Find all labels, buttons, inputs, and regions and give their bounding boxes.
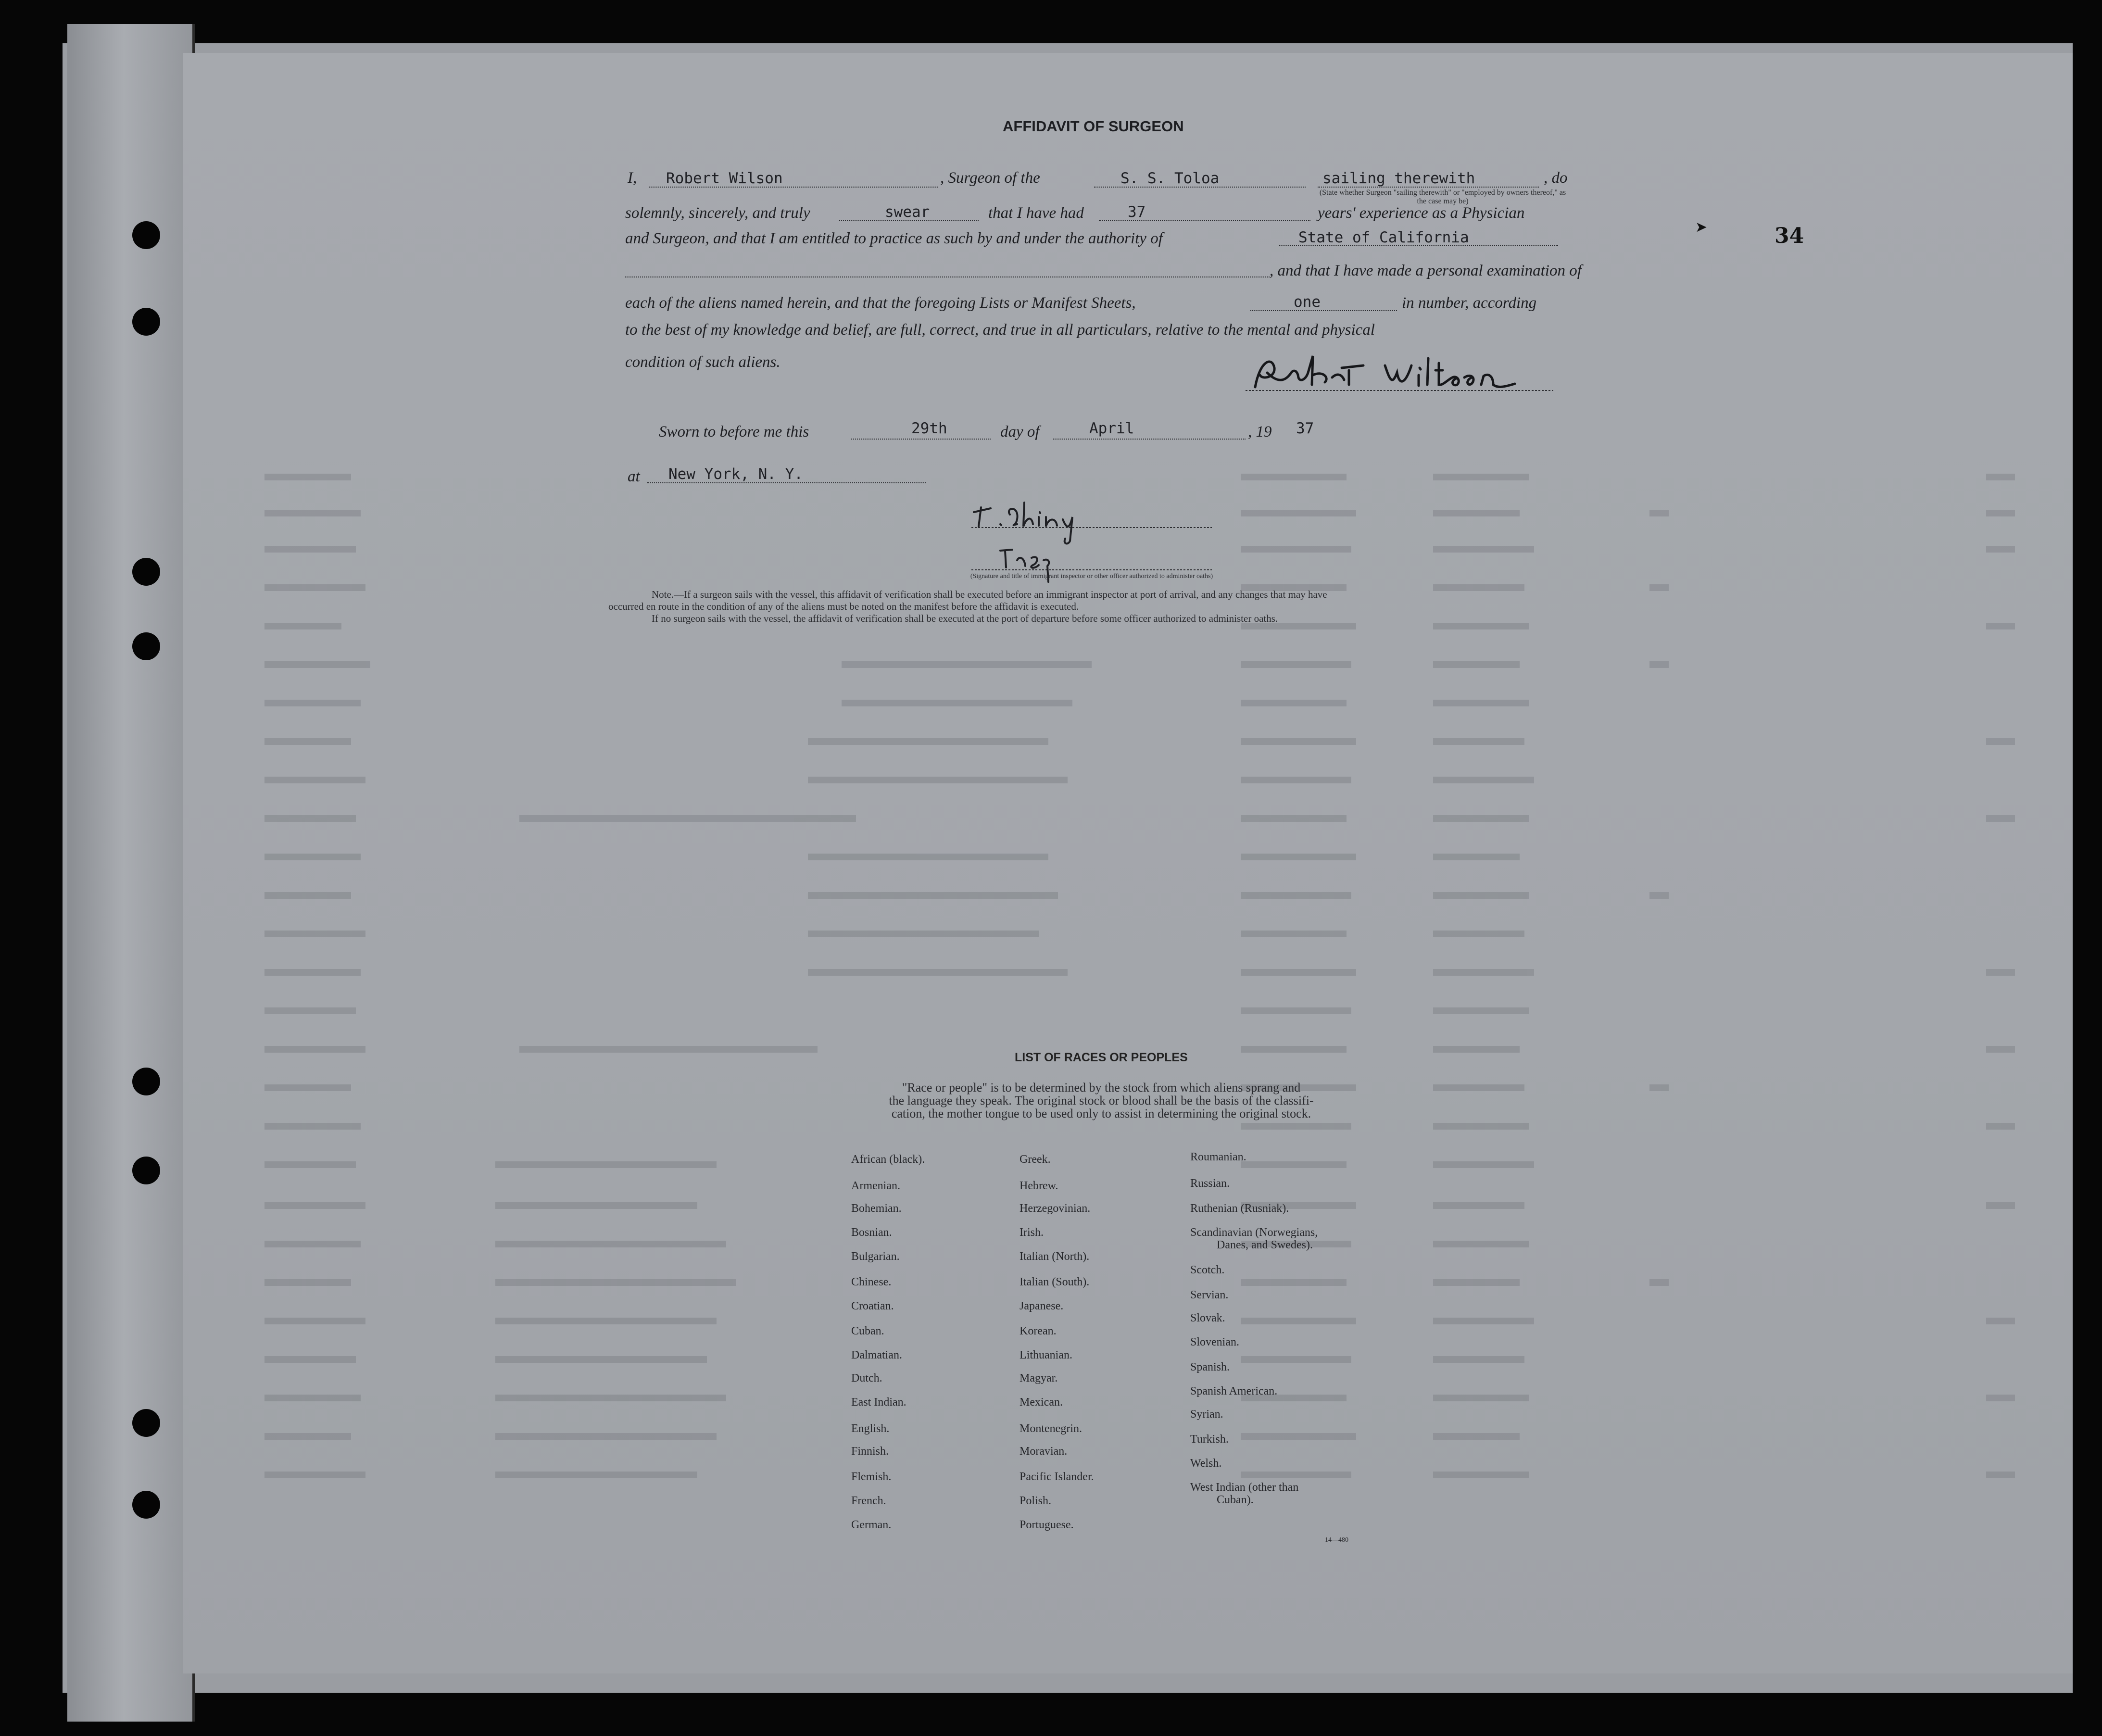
race-col1-item: Armenian. [851,1180,900,1192]
punch-hole [132,1068,160,1095]
vessel-name: S. S. Toloa [1120,170,1220,187]
race-col3-item: Russian. [1190,1177,1230,1190]
punch-hole [132,308,160,336]
punch-hole [132,558,160,586]
punch-hole [132,1491,160,1519]
authority: State of California [1298,229,1469,246]
race-col2-item: Irish. [1020,1226,1044,1239]
affidavit-title: AFFIDAVIT OF SURGEON [1003,118,1184,135]
race-col1-item: African (black). [851,1153,925,1166]
races-intro-2: the language they speak. The original stock or blood shall be the basis of the classifi- [889,1094,1314,1107]
sworn-day-line [851,439,991,440]
punch-hole [132,221,160,249]
race-col2-item: Italian (South). [1020,1276,1090,1288]
race-col3-item: Danes, and Swedes). [1217,1239,1313,1251]
race-col2-item: Hebrew. [1020,1180,1058,1192]
do-label: , do [1544,169,1568,187]
century-label: , 19 [1248,423,1272,440]
surgeon-signature [1246,351,1563,404]
each-of-label: each of the aliens named herein, and that the foregoing Lists or Manifest Sheets, [625,294,1136,312]
race-col2-item: Magyar. [1020,1372,1058,1384]
race-col3-item: Roumanian. [1190,1151,1246,1163]
sailing-note: (State whether Surgeon "sailing therewith" or "employed by owners thereof," as the case may be) [1319,189,1566,205]
officer-note: (Signature and title of immigrant inspector or other officer authorized to administer oaths) [970,573,1213,580]
punch-hole [132,1409,160,1437]
race-col1-item: Bulgarian. [851,1250,900,1263]
sworn-label: Sworn to before me this [659,423,809,440]
sheets-count: one [1294,293,1321,311]
officer-signature [971,498,1221,584]
race-col2-item: Mexican. [1020,1396,1063,1409]
solemnly-label: solemnly, sincerely, and truly [625,204,810,222]
sworn-month-line [1053,439,1246,440]
race-col1-item: Croatian. [851,1300,894,1312]
races-intro-1: "Race or people" is to be determined by the stock from which aliens sprang and [902,1081,1301,1094]
race-col2-item: Moravian. [1020,1445,1068,1458]
sworn-place: New York, N. Y. [668,465,803,483]
race-col2-item: Italian (North). [1020,1250,1090,1263]
day-of-label: day of [1000,423,1040,440]
arrow-mark-icon: ➤ [1695,219,1708,235]
race-col3-item: Welsh. [1190,1457,1222,1470]
race-col3-item: Slovenian. [1190,1336,1239,1348]
race-col1-item: Cuban. [851,1325,884,1337]
sworn-day: 29th [911,420,947,437]
race-col3-item: Scotch. [1190,1264,1225,1276]
race-col1-item: Flemish. [851,1471,892,1483]
condition-label: condition of such aliens. [625,353,780,371]
sailing-status: sailing therewith [1322,170,1475,187]
years-experience: 37 [1128,203,1146,221]
affidavit-i-label: I, [628,169,637,187]
race-col3-item: Servian. [1190,1289,1229,1301]
race-col1-item: Chinese. [851,1276,892,1288]
and-surgeon-label: and Surgeon, and that I am entitled to practice as such by and under the authority of [625,230,1163,247]
race-col1-item: East Indian. [851,1396,906,1409]
race-col3-item: Ruthenian (Rusniak). [1190,1202,1289,1215]
race-col2-item: Montenegrin. [1020,1422,1082,1435]
at-label: at [628,468,640,485]
best-of-label: to the best of my knowledge and belief, are full, correct, and true in all particulars, relative to the mental and physical [625,321,1375,339]
race-col1-item: Dutch. [851,1372,882,1384]
sworn-month: April [1089,420,1134,437]
race-col1-item: Bohemian. [851,1202,902,1215]
race-col3-item: Cuban). [1217,1494,1254,1506]
race-col3-item: Slovak. [1190,1312,1225,1324]
race-col3-item: Scandinavian (Norwegians, [1190,1226,1318,1239]
binding-strip [67,24,195,1722]
race-col1-item: Dalmatian. [851,1349,902,1361]
years-experience-label: years' experience as a Physician [1318,204,1525,222]
races-intro-3: cation, the mother tongue to be used only to assist in determining the original stock. [891,1107,1311,1120]
surgeon-name: Robert Wilson [666,170,783,187]
page-number: 34 [1775,224,1804,248]
note-line-3: If no surgeon sails with the vessel, the affidavit of verification shall be executed at the port of departure before some officer authorized to administer oaths. [652,613,1278,624]
race-col3-item: Turkish. [1190,1433,1229,1446]
race-col2-item: Portuguese. [1020,1519,1074,1531]
sworn-year: 37 [1296,420,1314,437]
race-col1-item: Finnish. [851,1445,889,1458]
race-col1-item: English. [851,1422,890,1435]
sheets-count-line [1250,310,1397,311]
race-col2-item: Greek. [1020,1153,1051,1166]
note-line-1: Note.—If a surgeon sails with the vessel, this affidavit of verification shall be executed before an immigrant inspector at port of arrival, and any changes that may have [652,589,1327,600]
race-col2-item: Pacific Islander. [1020,1471,1094,1483]
race-col3-item: West Indian (other than [1190,1481,1299,1494]
punch-hole [132,1157,160,1184]
form-code: 14—480 [1325,1536,1348,1544]
surgeon-of-label: , Surgeon of the [940,169,1040,187]
have-had-label: that I have had [988,204,1084,222]
punch-hole [132,632,160,660]
races-title: LIST OF RACES OR PEOPLES [1015,1051,1188,1064]
race-col1-item: Bosnian. [851,1226,892,1239]
note-line-2: occurred en route in the condition of any of the aliens must be noted on the manifest before the affidavit is executed. [608,601,1079,612]
race-col2-item: Korean. [1020,1325,1057,1337]
race-col2-item: Polish. [1020,1495,1052,1507]
in-number-label: in number, according [1402,294,1537,312]
race-col1-item: German. [851,1519,892,1531]
race-col2-item: Herzegovinian. [1020,1202,1091,1215]
race-col3-item: Spanish American. [1190,1385,1278,1397]
race-col2-item: Japanese. [1020,1300,1064,1312]
race-col1-item: French. [851,1495,886,1507]
race-col3-item: Spanish. [1190,1361,1230,1373]
oath-type: swear [885,203,930,221]
race-col2-item: Lithuanian. [1020,1349,1072,1361]
race-col3-item: Syrian. [1190,1408,1223,1421]
personal-exam-label: , and that I have made a personal examination of [1270,262,1582,279]
